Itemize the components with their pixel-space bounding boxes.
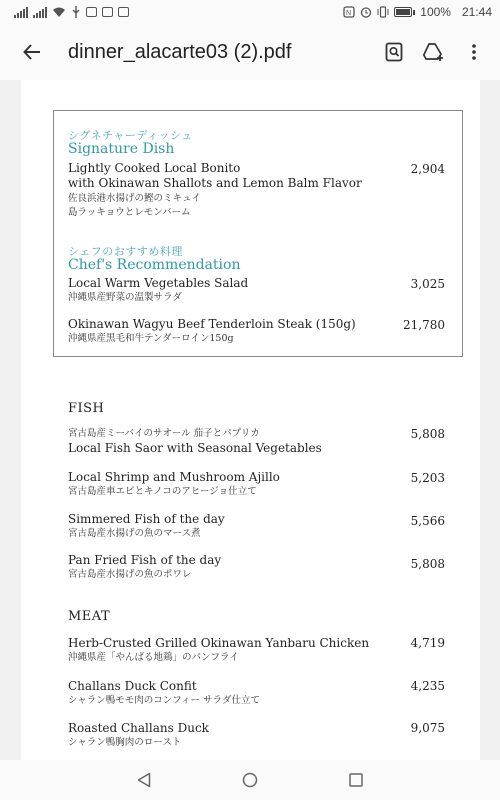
- fish-item-jp: 宮古島産車エビとキノコのアヒージョ仕立て: [68, 486, 257, 497]
- notification-icon: [86, 7, 97, 17]
- search-document-icon: [385, 42, 403, 62]
- signal-icon-2: [33, 7, 47, 18]
- circle-home-icon: [242, 772, 258, 788]
- fish-item-price: 5,566: [410, 514, 445, 528]
- meat-item-en: Herb-Crusted Grilled Okinawan Yanbaru Chicken: [68, 636, 370, 650]
- chef-heading-jp: シェフのおすすめ料理: [68, 245, 183, 258]
- meat-item-jp: シャラン鴨胸肉のロースト: [68, 737, 182, 748]
- battery-icon: [394, 7, 415, 17]
- signature-heading-en: Signature Dish: [68, 141, 175, 157]
- signature-item-en-1: Lightly Cooked Local Bonito: [68, 161, 241, 175]
- nav-back-button[interactable]: [132, 768, 156, 792]
- chef-item-en: Local Warm Vegetables Salad: [68, 276, 249, 290]
- navigation-bar: [0, 760, 500, 800]
- vibrate-icon: [377, 6, 389, 18]
- signature-item-jp-2: 島ラッキョウとレモンバーム: [68, 207, 191, 218]
- nav-home-button[interactable]: [238, 768, 262, 792]
- signature-item-price: 2,904: [410, 162, 445, 176]
- document-title: dinner_alacarte03 (2).pdf: [68, 40, 292, 63]
- more-vert-icon: [472, 44, 476, 60]
- signature-item-jp-1: 佐良浜港水揚げの鰹のミキュイ: [68, 193, 202, 204]
- chef-heading-en: Chef's Recommendation: [68, 257, 241, 273]
- add-to-drive-icon: [423, 42, 445, 62]
- usb-icon: [71, 6, 81, 18]
- meat-item-en: Roasted Challans Duck: [68, 721, 209, 735]
- fish-item-jp: 宮古島産水揚げの魚のマース煮: [68, 528, 201, 539]
- status-bar: [0, 0, 500, 24]
- signal-icon: [14, 7, 28, 18]
- nav-recents-button[interactable]: [344, 768, 368, 792]
- search-in-document-button[interactable]: [374, 24, 414, 80]
- fish-item-en: Local Fish Saor with Seasonal Vegetables: [68, 441, 322, 455]
- status-right: [343, 5, 492, 19]
- battery-percent: 100%: [420, 5, 451, 19]
- alarm-icon: [360, 6, 372, 18]
- fish-item-jp: 宮古島産水揚げの魚のポワレ: [68, 569, 192, 580]
- chef-item-jp: 沖縄県産黒毛和牛テンダーロイン150g: [68, 333, 234, 344]
- svg-text:N: N: [346, 10, 352, 17]
- app-icon: [118, 7, 129, 17]
- fish-item-price: 5,808: [410, 427, 445, 441]
- chef-item-en: Okinawan Wagyu Beef Tenderloin Steak (150g): [68, 317, 356, 331]
- wifi-icon: [52, 6, 66, 18]
- signature-heading-jp: シグネチャーディッシュ: [68, 129, 193, 142]
- more-options-button[interactable]: [454, 24, 494, 80]
- fish-item-en: Simmered Fish of the day: [68, 512, 225, 526]
- fish-item-price: 5,203: [410, 471, 445, 485]
- meat-item-price: 9,075: [410, 721, 445, 735]
- nfc-icon: [343, 6, 355, 18]
- chef-item-jp: 沖縄県産野菜の温製サラダ: [68, 292, 182, 303]
- square-recents-icon: [349, 773, 363, 787]
- back-button[interactable]: [4, 24, 60, 80]
- signature-item-en-2: with Okinawan Shallots and Lemon Balm Flavor: [68, 176, 362, 190]
- chef-item-price: 3,025: [410, 277, 445, 291]
- pdf-page: [21, 80, 480, 760]
- meat-item-jp: 沖縄県産「やんばる地鶏」のパンフライ: [68, 652, 239, 663]
- arrow-left-icon: [23, 43, 41, 61]
- meat-heading: MEAT: [68, 609, 111, 624]
- add-to-drive-button[interactable]: [414, 24, 454, 80]
- pdf-viewer[interactable]: [0, 80, 500, 760]
- triangle-back-icon: [137, 772, 151, 788]
- fish-item-en: Pan Fried Fish of the day: [68, 553, 222, 567]
- fish-item-price: 5,808: [410, 557, 445, 571]
- fish-heading: FISH: [68, 401, 105, 416]
- image-icon: [102, 7, 113, 17]
- chef-item-price: 21,780: [403, 318, 445, 332]
- meat-item-price: 4,235: [410, 679, 445, 693]
- status-left: [14, 6, 129, 18]
- app-bar: [0, 24, 500, 80]
- meat-item-jp: シャラン鴨モモ肉のコンフィー サラダ仕立て: [68, 695, 260, 706]
- fish-item-en: Local Shrimp and Mushroom Ajillo: [68, 470, 280, 484]
- fish-item-jp: 宮古島産ミーバイのサオール 茄子とパプリカ: [68, 428, 260, 439]
- clock: 21:44: [461, 5, 492, 19]
- meat-item-price: 4,719: [410, 636, 445, 650]
- meat-item-en: Challans Duck Confit: [68, 679, 197, 693]
